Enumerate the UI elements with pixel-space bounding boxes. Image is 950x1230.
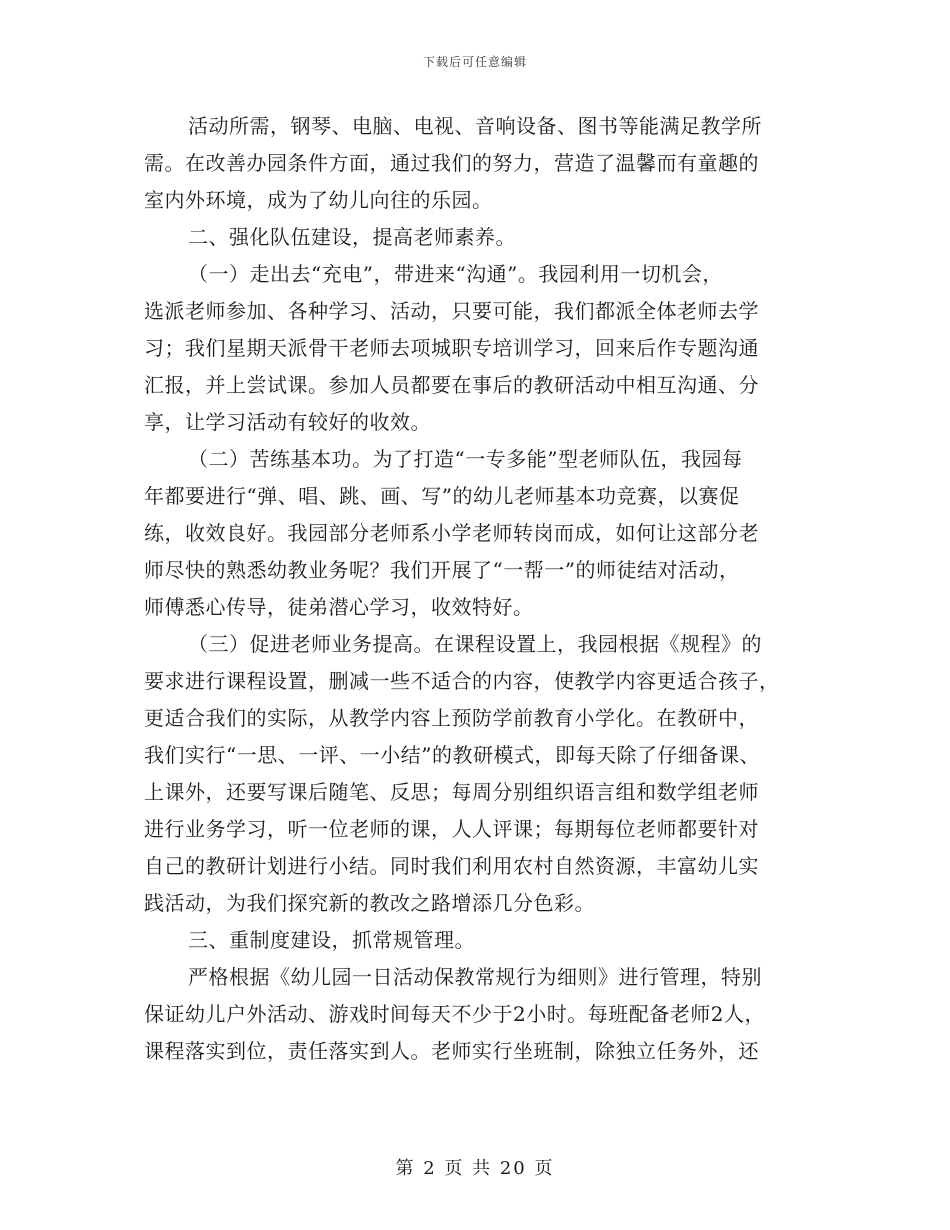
text-line: 严格根据《幼儿园一日活动保教常规行为细则》进行管理，特别 — [188, 965, 762, 989]
section-heading: 二、强化队伍建设，提高老师素养。 — [188, 225, 516, 249]
text-line: 享，让学习活动有较好的收效。 — [144, 410, 431, 434]
text-line: 汇报，并上尝试课。参加人员都要在事后的教研活动中相互沟通、分 — [144, 373, 759, 397]
section-heading: 三、重制度建设，抓常规管理。 — [188, 928, 475, 952]
text-line: 年都要进行“弹、唱、跳、画、写”的幼儿老师基本功竞赛，以赛促 — [144, 484, 740, 508]
text-line: 练，收效良好。我园部分老师系小学老师转岗而成，如何让这部分老 — [144, 521, 759, 545]
page-header: 下载后可任意编辑 — [422, 55, 527, 69]
text-line: 需。在改善办园条件方面，通过我们的努力，营造了温馨而有童趣的 — [144, 151, 759, 175]
text-line: 师傅悉心传导，徒弟潜心学习，收效特好。 — [144, 595, 534, 619]
text-line: 践活动，为我们探究新的教改之路增添几分色彩。 — [144, 891, 595, 915]
document-body — [144, 108, 809, 1070]
text-line: 活动所需，钢琴、电脑、电视、音响设备、图书等能满足教学所 — [188, 114, 762, 138]
text-line: 自己的教研计划进行小结。同时我们利用农村自然资源，丰富幼儿实 — [144, 854, 759, 878]
text-line: 保证幼儿户外活动、游戏时间每天不少于2小时。每班配备老师2人， — [144, 1002, 765, 1026]
text-line: 师尽快的熟悉幼教业务呢？我们开展了“一帮一”的师徒结对活动， — [144, 558, 740, 582]
text-line: （一）走出去“充电”，带进来“沟通”。我园利用一切机会， — [188, 262, 723, 286]
text-line: 上课外，还要写课后随笔、反思；每周分别组织语言组和数学组老师 — [144, 780, 759, 804]
text-line: 选派老师参加、各种学习、活动，只要可能，我们都派全体老师去学 — [144, 299, 759, 323]
text-line: 我们实行“一思、一评、一小结”的教研模式，即每天除了仔细备课、 — [144, 743, 760, 767]
text-line: （三）促进老师业务提高。在课程设置上，我园根据《规程》的 — [188, 632, 762, 656]
text-line: 习；我们星期天派骨干老师去项城职专培训学习，回来后作专题沟通 — [144, 336, 759, 360]
text-line: 进行业务学习，听一位老师的课，人人评课；每期每位老师都要针对 — [144, 817, 759, 841]
text-line: 要求进行课程设置，删减一些不适合的内容，使教学内容更适合孩子， — [144, 669, 780, 693]
text-line: 更适合我们的实际，从教学内容上预防学前教育小学化。在教研中， — [144, 706, 759, 730]
text-line: 室内外环境，成为了幼儿向往的乐园。 — [144, 188, 493, 212]
text-line: 课程落实到位，责任落实到人。老师实行坐班制，除独立任务外，还 — [144, 1039, 759, 1063]
text-line: （二）苦练基本功。为了打造“一专多能”型老师队伍，我园每 — [188, 447, 743, 471]
page-footer: 第 2 页 共 20 页 — [395, 1158, 555, 1179]
